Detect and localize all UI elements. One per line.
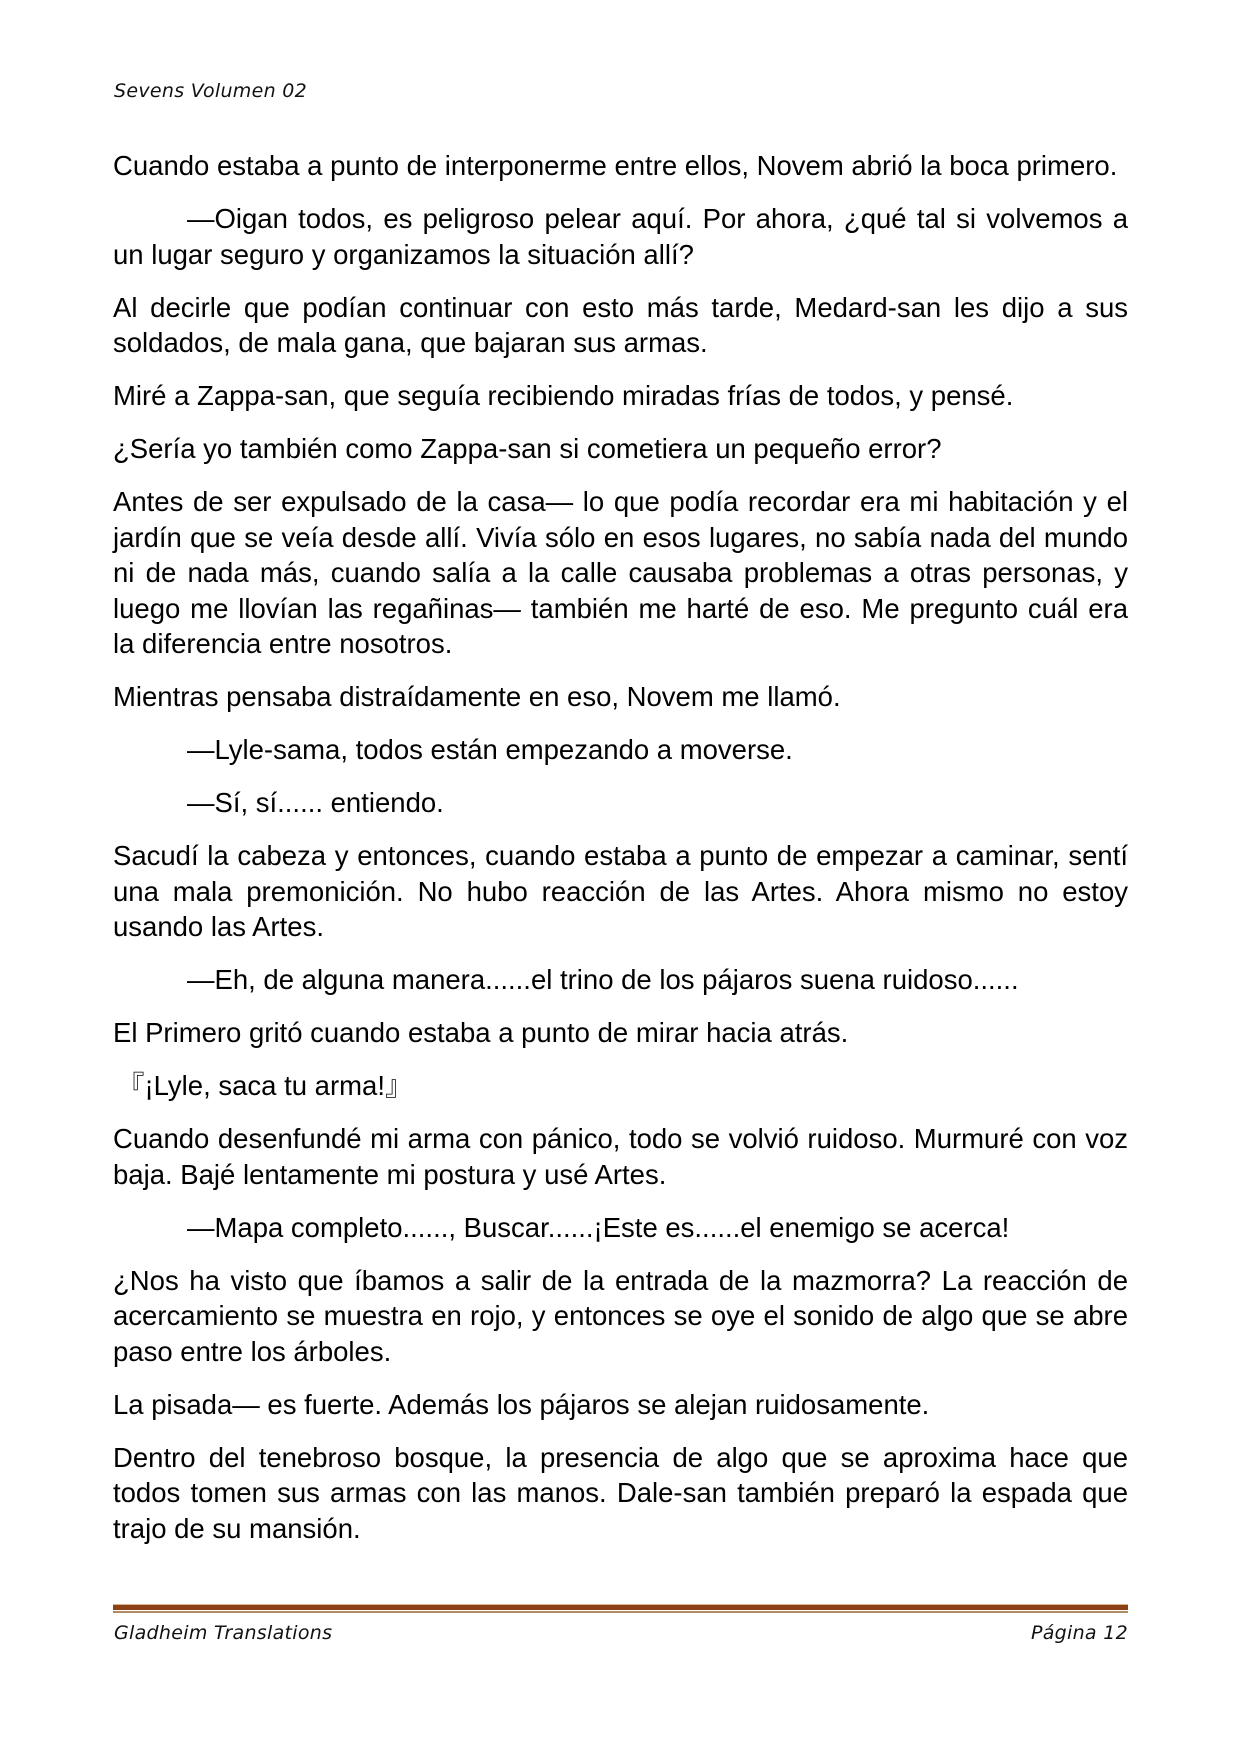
paragraph: Al decirle que podían continuar con esto más tarde, Medard-san les dijo a sus soldados, de mala gana, que bajaran sus armas. <box>113 291 1128 358</box>
paragraph: Antes de ser expulsado de la casa— lo que podía recordar era mi habitación y el jardín que se veía desde allí. Vivía sólo en esos lugares, no sabía nada del mundo ni de nada más, cuando salía a la calle causaba problemas a otras personas, y luego me llovían las regañinas— también me harté de eso. Me pregunto cuál era la diferencia entre nosotros. <box>113 486 1128 659</box>
dialogue-paragraph: —Sí, sí...... entiendo. <box>187 787 444 818</box>
paragraph: Sacudí la cabeza y entonces, cuando estaba a punto de empezar a caminar, sentí una mala premonición. No hubo reacción de las Artes. Ahora mismo no estoy usando las Artes. <box>113 840 1128 942</box>
dialogue-paragraph: —Oigan todos, es peligroso pelear aquí. Por ahora, ¿qué tal si volvemos a un lugar seguro y organizamos la situación allí? <box>113 203 1128 270</box>
paragraph: La pisada— es fuerte. Además los pájaros se alejan ruidosamente. <box>113 1388 930 1420</box>
dialogue-paragraph: —Lyle-sama, todos están empezando a moverse. <box>187 734 793 765</box>
footer-rule <box>113 1604 1128 1614</box>
paragraph: Mientras pensaba distraídamente en eso, Novem me llamó. <box>113 681 841 712</box>
paragraph: El Primero gritó cuando estaba a punto de mirar hacia atrás. <box>113 1017 849 1048</box>
dialogue-paragraph: —Mapa completo......, Buscar......¡Este es......el enemigo se acerca! <box>187 1211 1010 1243</box>
paragraph: ¿Sería yo también como Zappa-san si cometiera un pequeño error? <box>113 433 942 464</box>
bracket-quote-paragraph: 『¡Lyle, saca tu arma!』 <box>117 1070 413 1101</box>
running-header: Sevens Volumen 02 <box>114 80 308 102</box>
footer-publisher: Gladheim Translations <box>114 1622 333 1644</box>
footer-page-number: Página 12 <box>1030 1622 1128 1644</box>
paragraph: Miré a Zappa-san, que seguía recibiendo miradas frías de todos, y pensé. <box>113 380 1014 411</box>
paragraph: Dentro del tenebroso bosque, la presencia de algo que se aproxima hace que todos tomen sus armas con las manos. Dale-san también preparó la espada que trajo de su mansión. <box>113 1441 1128 1544</box>
paragraph: ¿Nos ha visto que íbamos a salir de la entrada de la mazmorra? La reacción de acercamiento se muestra en rojo, y entonces se oye el sonido de algo que se abre paso entre los árboles. <box>113 1264 1128 1367</box>
footer-rule-thick-band <box>113 1605 1128 1610</box>
footer-rule-bottom-line <box>113 1611 1128 1613</box>
paragraph: Cuando estaba a punto de interponerme entre ellos, Novem abrió la boca primero. <box>113 150 1118 181</box>
body-text <box>113 148 1128 1564</box>
dialogue-paragraph: —Eh, de alguna manera......el trino de los pájaros suena ruidoso...... <box>187 964 1019 995</box>
paragraph: Cuando desenfundé mi arma con pánico, todo se volvió ruidoso. Murmuré con voz baja. Bajé lentamente mi postura y usé Artes. <box>113 1123 1128 1190</box>
